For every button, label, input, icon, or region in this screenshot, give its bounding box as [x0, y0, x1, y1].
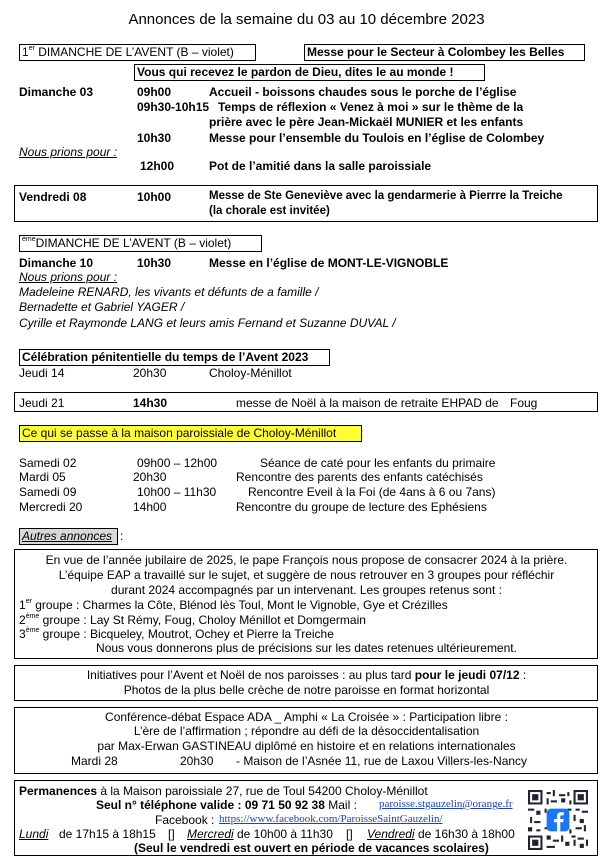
penitential-time: 20h30	[133, 366, 167, 380]
jubilee-group-0: 1er groupe : Charmes la Côte, Blénod lès Toul, Mont le Vignoble, Gye et Crézilles	[19, 598, 448, 612]
jubilee-line-1: L’équipe EAP a travaillé sur le sujet, et suggère de nous retrouver en 3 groupes pour réfléchir	[58, 568, 555, 582]
sunday2-time: 10h30	[137, 256, 172, 270]
jubilee-line-2: durant 2024 accompagnés par un intervenant. Les groupes retenus sont :	[111, 583, 502, 597]
jubilee-group-2: 3ème groupe : Bicqueley, Moutrot, Ochey et Pierre la Treiche	[19, 627, 334, 641]
qr-code-icon	[528, 790, 588, 850]
thursday21-place: Foug	[510, 396, 538, 410]
prayer-2: Cyrille et Raymonde LANG et leurs amis Fernand et Suzanne DUVAL /	[19, 316, 396, 330]
sunday2-nous-prions: Nous prions pour :	[19, 270, 118, 284]
prayer-1: Bernadette et Gabriel YAGER /	[19, 300, 185, 314]
s1-text-1: Temps de réflexion « Venez à moi » sur le thème de la	[218, 100, 524, 114]
jubilee-group-1: 2ème groupe : Lay St Rémy, Foug, Choloy Ménillot et Domgermain	[19, 613, 366, 627]
maison-suffix: :	[360, 426, 364, 440]
prayer-0: Madeleine RENARD, les vivants et défunts de a famille /	[19, 285, 319, 299]
penitential-day: Jeudi 14	[19, 366, 65, 380]
jubilee-line-0: En vue de l’année jubilaire de 2025, le pape François nous propose de consacrer 2024 à la prière.	[45, 553, 568, 567]
permanences-line: Permanences à la Maison paroissiale 27, rue de Toul 54200 Choloy-Ménillot	[19, 784, 428, 798]
maison-label: Ce qui se passe à la maison paroissiale de Choloy-Ménillot	[19, 425, 362, 442]
penitential-place: Choloy-Ménillot	[209, 366, 292, 380]
maison-day-2: Samedi 09	[19, 485, 77, 499]
sunday2-day: Dimanche 10	[19, 256, 94, 270]
secteur-label: Messe pour le Secteur à Colombey les Belles	[304, 44, 585, 61]
s1-text-4: Pot de l’amitié dans la salle paroissiale	[209, 159, 432, 173]
s1-time-0: 09h00	[137, 85, 172, 99]
sched-hours-0: de 17h15 à 18h15	[59, 827, 156, 841]
penitential-label: Célébration pénitentielle du temps de l’Avent 2023	[19, 349, 330, 366]
maison-time-3: 14h00	[133, 500, 167, 514]
thursday21-day: Jeudi 21	[19, 396, 65, 410]
sched-hours-2: de 16h30 à 18h00	[418, 827, 515, 841]
sunday1-label	[19, 44, 256, 61]
sched-day-1: Mercredi	[187, 827, 234, 841]
sunday2-label	[19, 235, 262, 252]
s1-time-1: 09h30-10h15	[137, 100, 210, 114]
thursday21-text: messe de Noël à la maison de retraite EHPAD de	[236, 396, 499, 410]
conference-place: - Maison de l’Asnée 11, rue de Laxou Villers-les-Nancy	[236, 754, 528, 768]
conference-line-0: Conférence-débat Espace ADA _ Amphi « La Croisée » : Participation libre :	[105, 710, 508, 724]
sched-sep-0: []	[168, 827, 175, 841]
sunday2-text: DIMANCHE DE L’AVENT (B – violet)	[35, 236, 232, 250]
friday-day: Vendredi 08	[19, 190, 87, 204]
maison-day-0: Samedi 02	[19, 456, 77, 470]
friday-line1: Messe de Ste Geneviève avec la gendarmerie à Pierrre la Treiche	[209, 190, 563, 202]
sunday1-nous-prions: Nous prions pour :	[19, 145, 118, 159]
thursday21-time: 14h30	[133, 396, 168, 410]
maison-day-3: Mercredi 20	[19, 500, 83, 514]
s1-text-3: Messe pour l’ensemble du Toulois en l’église de Colombey	[209, 131, 545, 145]
friday-line2: (la chorale est invitée)	[209, 205, 330, 217]
jubilee-closing: Nous vous donnerons plus de précisions sur les dates retenues ultérieurement.	[96, 641, 517, 655]
sunday2-text: Messe en l’église de MONT-LE-VIGNOBLE	[209, 256, 449, 270]
maison-text-2: Rencontre Eveil à la Foi (de 4ans à 6 ou 7ans)	[248, 485, 496, 499]
page-title: Annonces de la semaine du 03 au 10 décembre 2023	[128, 11, 485, 28]
sunday1-num: 1	[22, 45, 29, 59]
conference-line-2: par Max-Erwan GASTINEAU diplômé en histoire et en relations internationales	[97, 739, 516, 753]
sunday1-text: DIMANCHE DE L’AVENT (B – violet)	[38, 45, 234, 59]
s1-text-0: Accueil - boissons chaudes sous le porche de l’église	[209, 85, 517, 99]
initiatives-line1: Initiatives pour l’Avent et Noël de nos paroisses : au plus tard pour le jeudi 07/12 :	[86, 668, 527, 682]
sunday1-sup: er	[28, 45, 35, 52]
banner: Vous qui recevez le pardon de Dieu, dites le au monde !	[134, 64, 485, 81]
permanences-note: (Seul le vendredi est ouvert en période de vacances scolaires)	[134, 841, 489, 855]
sched-sep-1: []	[346, 827, 353, 841]
maison-time-0: 09h00 – 12h00	[137, 456, 218, 470]
facebook-label: Facebook :	[155, 813, 215, 827]
sunday1-day: Dimanche 03	[19, 85, 94, 99]
sched-day-0: Lundi	[19, 827, 49, 841]
maison-day-1: Mardi 05	[19, 470, 66, 484]
maison-time-1: 20h30	[133, 470, 167, 484]
conference-day: Mardi 28	[71, 754, 118, 768]
s1-time-3: 10h30	[137, 131, 172, 145]
autres-suffix: :	[120, 529, 124, 543]
s1-text-2: prière avec le père Jean-Mickaël MUNIER et les enfants	[209, 115, 524, 129]
s1-time-4: 12h00	[140, 159, 175, 173]
maison-text-1: Rencontre des parents des enfants catéchisés	[236, 470, 483, 484]
sched-hours-1: de 10h00 à 11h30	[237, 827, 333, 841]
conference-time: 20h30	[180, 754, 214, 768]
sched-day-2: Vendredi	[367, 827, 415, 841]
sunday2-sup: ème	[22, 236, 36, 243]
phone-line: Seul n° téléphone valide : 09 71 50 92 38 Mail :	[96, 798, 357, 812]
autres-label: Autres annonces	[19, 528, 118, 545]
mail-link[interactable]: paroisse.stgauzelin@orange.fr	[379, 798, 513, 810]
maison-text-3: Rencontre du groupe de lecture des Ephésiens	[236, 500, 487, 514]
conference-line-1: L’ère de l’affirmation ; répondre au défi de la désoccidentalisation	[133, 724, 480, 738]
facebook-link[interactable]: https://www.facebook.com/ParoisseSaintGauzelin/	[219, 813, 443, 825]
friday-time: 10h00	[137, 190, 172, 204]
maison-time-2: 10h00 – 11h30	[137, 485, 217, 499]
initiatives-line2: Photos de la plus belle crèche de notre paroisse en format horizontal	[123, 683, 490, 697]
maison-text-0: Séance de caté pour les enfants du primaire	[260, 456, 496, 470]
